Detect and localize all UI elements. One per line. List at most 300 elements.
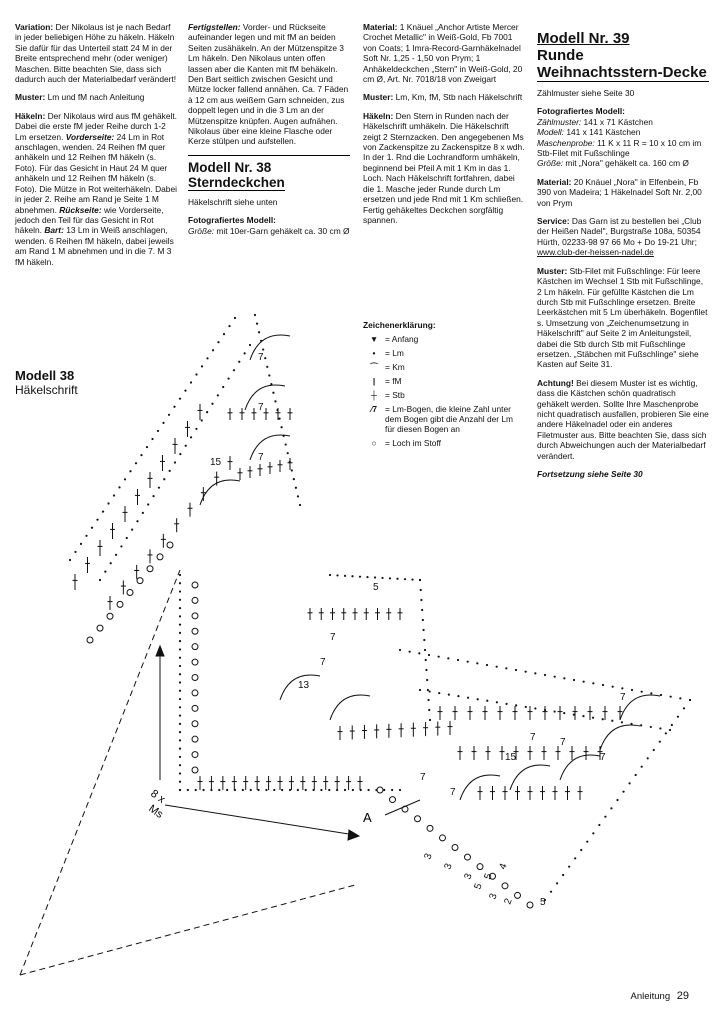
arc-number: 13	[298, 680, 310, 691]
chain-stitch	[359, 576, 361, 578]
page-footer	[630, 990, 689, 1002]
chain-stitch	[476, 662, 478, 664]
material-paragraph	[363, 22, 525, 84]
muster-paragraph	[15, 92, 177, 102]
hole-ring	[192, 752, 198, 758]
legend-label: = Lm-Bogen, die kleine Zahl unter dem Bogen gibt die Anzahl der Lm für diesen Bogen an	[385, 404, 514, 434]
hole-ring	[527, 902, 533, 908]
chain-stitch	[592, 717, 594, 719]
model39-title: Modell Nr. 39	[537, 30, 630, 47]
chain-stitch	[467, 697, 469, 699]
chain-stitch	[419, 689, 421, 691]
chain-stitch	[179, 681, 181, 683]
chain-stitch	[163, 478, 165, 480]
chain-stitch	[448, 694, 450, 696]
legend-label: = Lm	[385, 348, 404, 358]
chain-stitch	[366, 576, 368, 578]
hole-ring	[107, 613, 113, 619]
groesse-text: mit 10er-Garn gehäkelt ca. 30 cm Ø	[216, 225, 350, 236]
vorderseite-text: 24 Lm in Rot anschlagen, wenden. 24 Reihen fM quer anhäkeln und 12 Reihen fM häkeln (s. Foto). Für das Gesicht in Haut 24 M quer anhäkeln und 12 Reihen fM häkeln (s. Foto). Die Mütze in Rot weiterhäkeln. Dabei in jeder 2. Reihe am Rand je Seite 1 M abnehmen.	[15, 131, 177, 215]
zaehlmuster-label: Zählmuster:	[537, 116, 582, 127]
chain-stitch	[173, 406, 175, 408]
chain-stitch	[611, 720, 613, 722]
chain-stitch	[399, 789, 401, 791]
chain-stitch	[179, 781, 181, 783]
chain-stitch	[287, 452, 289, 454]
achtung-label: Achtung!	[537, 377, 574, 388]
service-paragraph	[537, 216, 709, 258]
chain-stitch	[179, 632, 181, 634]
chain-stitch	[299, 504, 301, 506]
chain-stitch	[670, 696, 672, 698]
hole-ring	[192, 582, 198, 588]
chain-stitch	[238, 361, 240, 363]
chain-stitch	[621, 721, 623, 723]
chain-stitch	[689, 699, 691, 701]
chain-stitch	[218, 789, 220, 791]
chain-stitch	[352, 789, 354, 791]
chain-stitch	[179, 453, 181, 455]
chain-stitch	[429, 690, 431, 692]
chain-stitch	[297, 495, 299, 497]
chain-stitch	[74, 551, 76, 553]
chain-stitch	[421, 609, 423, 611]
foto39-label: Fotografiertes Modell:	[537, 106, 625, 117]
chain-stitch	[438, 692, 440, 694]
chain-stitch	[424, 649, 426, 651]
haekeln38-paragraph	[363, 111, 525, 225]
chain-stitch	[320, 789, 322, 791]
model38-name: Sterndeckchen	[188, 174, 285, 190]
hole-ring	[390, 797, 396, 803]
arc-number: 5	[373, 582, 379, 593]
hole-ring	[192, 705, 198, 711]
legend-label: = Loch im Stoff	[385, 438, 441, 448]
chain-stitch	[457, 659, 459, 661]
chain-stitch	[272, 392, 274, 394]
arc-number: 7	[600, 752, 606, 763]
chain-stitch	[418, 652, 420, 654]
chain-arc	[600, 725, 640, 750]
arc-number: 15	[210, 457, 222, 468]
chain-stitch	[268, 374, 270, 376]
chain-stitch	[628, 782, 630, 784]
dashed-guide-line	[20, 885, 355, 975]
chain-stitch	[391, 789, 393, 791]
chain-stitch	[179, 690, 181, 692]
hole-ring	[452, 845, 458, 851]
chain-stitch	[426, 679, 428, 681]
legend-label: = Anfang	[385, 334, 419, 344]
side-number: 4	[497, 862, 510, 872]
hole-ring	[192, 767, 198, 773]
chain-stitch	[293, 478, 295, 480]
service-text: Das Garn ist zu bestellen bei „Club der Heißen Nadel", Burgstraße 108a, 50354 Hürth, 02233-98 97 66 Mo + Do 19-21 Uhr;	[537, 216, 702, 247]
hole-ring	[465, 854, 471, 860]
chain-stitch	[113, 494, 115, 496]
chain-stitch	[582, 715, 584, 717]
chain-stitch	[610, 807, 612, 809]
chain-arc	[620, 695, 660, 720]
chain-stitch	[556, 882, 558, 884]
chain-stitch	[179, 615, 181, 617]
chain-stitch	[135, 462, 137, 464]
chain-stitch	[631, 689, 633, 691]
chain-stitch	[273, 789, 275, 791]
chain-stitch	[604, 816, 606, 818]
hole-ring	[377, 787, 383, 793]
chain-arc	[250, 435, 290, 460]
chain-stitch	[344, 789, 346, 791]
chain-stitch	[187, 789, 189, 791]
chain-stitch	[419, 579, 421, 581]
arc-number: 7	[258, 352, 264, 363]
chain-stitch	[226, 789, 228, 791]
chain-stitch	[621, 687, 623, 689]
chain-stitch	[399, 649, 401, 651]
chain-stitch	[534, 707, 536, 709]
hole-ring	[147, 566, 153, 572]
chain-stitch	[650, 692, 652, 694]
fertig-label: Fertigstellen:	[188, 22, 241, 32]
chain-stitch	[641, 766, 643, 768]
chain-stitch	[422, 619, 424, 621]
legend-symbol-icon: ⌒	[369, 362, 379, 372]
chain-stitch	[124, 478, 126, 480]
chain-arc	[250, 335, 290, 360]
chain-stitch	[297, 789, 299, 791]
arrow-a-label: A	[363, 810, 372, 825]
variation-text: Der Nikolaus ist je nach Bedarf in jeder beliebigen Höhe zu häkeln. Häkeln Sie dafür für das Unterteil statt 24 M in der Breite entsprechend mehr (oder weniger) Maschen. Bitte beachten Sie, dass sich dadurch auch der Materialbedarf verändert!	[15, 22, 177, 85]
muster-text: Lm und fM nach Anleitung	[47, 92, 145, 103]
service-label: Service:	[537, 216, 570, 227]
chain-stitch	[136, 520, 138, 522]
model39-heading	[537, 26, 709, 82]
chain-stitch	[234, 317, 236, 319]
chain-stitch	[179, 764, 181, 766]
chain-stitch	[217, 341, 219, 343]
hole-ring	[192, 597, 198, 603]
muster38-text: Lm, Km, fM, Stb nach Häkelschrift	[395, 92, 523, 103]
hole-ring	[192, 613, 198, 619]
chain-stitch	[505, 667, 507, 669]
chain-stitch	[295, 487, 297, 489]
chain-stitch	[152, 495, 154, 497]
ms-label: Ms	[146, 802, 166, 821]
chain-stitch	[280, 426, 282, 428]
groesse-label: Größe:	[188, 225, 215, 236]
chain-stitch	[550, 891, 552, 893]
muster39-text: Stb-Filet mit Fußschlinge: Für leere Kästchen im Wechsel 1 Stb mit Fußschlinge, 2 Lm häkeln. Für gefüllte Kästchen die Lm durch Stb mit Fußschlinge ersetzen. Breite Leerkästchen mit 5 Lm überhäkeln. Bogenfilet s. Umsetzung von „Zeichenumsetzung in Häkelschrift" auf Seite 2 im Anleitungsteil, dabei die Stb durch Stb mit Fußschlinge ersetzen. „Stäbchen mit Fußschlinge" siehe Kasten auf Seite 31.	[537, 265, 708, 370]
chain-stitch	[427, 689, 429, 691]
side-number: 5	[482, 872, 495, 882]
chain-stitch	[228, 325, 230, 327]
arc-number: 7	[258, 452, 264, 463]
chain-stitch	[179, 624, 181, 626]
chain-stitch	[622, 791, 624, 793]
chain-stitch	[486, 700, 488, 702]
legend-label: = Km	[385, 362, 405, 372]
hole-ring	[192, 675, 198, 681]
chain-stitch	[179, 398, 181, 400]
chain-stitch	[598, 824, 600, 826]
repeat-arrow-line	[165, 805, 355, 835]
chain-stitch	[677, 716, 679, 718]
haekeln-paragraph	[15, 111, 177, 267]
chain-stitch	[367, 789, 369, 791]
chain-stitch	[120, 545, 122, 547]
chain-stitch	[447, 657, 449, 659]
chain-stitch	[563, 712, 565, 714]
chain-stitch	[544, 674, 546, 676]
chain-stitch	[69, 559, 71, 561]
chain-stitch	[179, 706, 181, 708]
chain-stitch	[249, 344, 251, 346]
chain-stitch	[329, 574, 331, 576]
chain-stitch	[195, 373, 197, 375]
legend-symbol-icon: ○	[371, 438, 377, 448]
chain-stitch	[396, 578, 398, 580]
variation-paragraph	[15, 22, 177, 84]
chain-stitch	[223, 333, 225, 335]
legend-label: = fM	[385, 376, 402, 386]
diagram-title: Modell 38	[15, 368, 75, 383]
hole-ring	[427, 825, 433, 831]
chain-stitch	[602, 684, 604, 686]
chain-stitch	[174, 461, 176, 463]
chain-stitch	[179, 648, 181, 650]
chain-stitch	[554, 710, 556, 712]
chain-stitch	[650, 726, 652, 728]
side-number: 3	[462, 872, 475, 882]
chain-stitch	[420, 589, 422, 591]
hole-ring	[127, 590, 133, 596]
groesse39-label: Größe:	[537, 158, 564, 169]
maschenprobe-label: Maschenprobe:	[537, 137, 595, 148]
material-label: Material:	[363, 22, 398, 32]
side-number: 3	[487, 892, 500, 902]
chain-stitch	[179, 756, 181, 758]
modell-value: 141 x 141 Kästchen	[566, 127, 641, 138]
chain-stitch	[99, 579, 101, 581]
chain-stitch	[179, 574, 181, 576]
footer-section: Anleitung	[630, 991, 671, 1002]
chain-stitch	[211, 403, 213, 405]
repeat-label: 8 x	[148, 787, 168, 806]
column-material	[363, 22, 525, 233]
zaehlmuster-value: 141 x 71 Kästchen	[583, 116, 653, 127]
material39-label: Material:	[537, 176, 572, 187]
chain-stitch	[496, 666, 498, 668]
hole-ring	[192, 690, 198, 696]
chain-stitch	[195, 789, 197, 791]
chain-stitch	[202, 789, 204, 791]
chain-stitch	[515, 669, 517, 671]
chain-stitch	[562, 874, 564, 876]
chain-stitch	[477, 698, 479, 700]
chain-stitch	[217, 394, 219, 396]
legend-label: = Stb	[385, 390, 405, 400]
hole-ring	[477, 864, 483, 870]
chain-stitch	[162, 422, 164, 424]
rueckseite-label: Rückseite:	[59, 204, 102, 215]
chain-stitch	[147, 503, 149, 505]
crochet-chart	[0, 290, 724, 1010]
chain-stitch	[428, 654, 430, 656]
chain-stitch	[179, 582, 181, 584]
hole-ring	[137, 578, 143, 584]
fertig-paragraph	[188, 22, 350, 147]
model38-heading	[188, 155, 350, 191]
chain-stitch	[179, 714, 181, 716]
chain-stitch	[285, 443, 287, 445]
page-number: 29	[676, 990, 689, 1002]
chain-stitch	[258, 331, 260, 333]
haekeln-label: Häkeln:	[15, 110, 46, 121]
fortsetzung-note: Fortsetzung siehe Seite 30	[537, 469, 643, 479]
foto-label: Fotografiertes Modell:	[188, 215, 276, 226]
hole-ring	[87, 637, 93, 643]
chain-stitch	[201, 365, 203, 367]
service-link[interactable]: www.club-der-heissen-nadel.de	[537, 247, 654, 258]
chain-stitch	[563, 677, 565, 679]
chain-stitch	[381, 577, 383, 579]
bart-label: Bart:	[44, 225, 64, 236]
haekelschrift-note: Häkelschrift siehe unten	[188, 196, 278, 207]
chain-stitch	[212, 349, 214, 351]
chain-stitch	[457, 695, 459, 697]
chain-stitch	[383, 789, 385, 791]
legend-symbol-icon: ▼	[369, 334, 379, 344]
arc-number: 7	[620, 692, 626, 703]
chain-stitch	[568, 866, 570, 868]
muster39-label: Muster:	[537, 265, 568, 276]
chain-stitch	[179, 673, 181, 675]
chain-stitch	[131, 529, 133, 531]
chain-stitch	[179, 772, 181, 774]
chain-stitch	[659, 727, 661, 729]
chain-arc	[200, 480, 240, 505]
chain-stitch	[653, 749, 655, 751]
chain-stitch	[80, 543, 82, 545]
chain-stitch	[107, 502, 109, 504]
chain-stitch	[291, 469, 293, 471]
hole-ring	[192, 721, 198, 727]
arc-number: 7	[450, 787, 456, 798]
side-number: 3	[442, 862, 455, 872]
variation-label: Variation:	[15, 22, 54, 32]
chain-stitch	[254, 314, 256, 316]
chain-stitch	[467, 661, 469, 663]
chain-stitch	[616, 799, 618, 801]
chain-stitch	[683, 707, 685, 709]
chain-stitch	[179, 731, 181, 733]
chain-stitch	[179, 599, 181, 601]
hole-ring	[192, 644, 198, 650]
hole-ring	[167, 542, 173, 548]
chain-stitch	[185, 445, 187, 447]
chain-stitch	[151, 438, 153, 440]
chain-stitch	[179, 698, 181, 700]
chain-stitch	[374, 576, 376, 578]
chain-stitch	[262, 348, 264, 350]
chain-stitch	[525, 671, 527, 673]
chain-stitch	[179, 590, 181, 592]
chain-stitch	[281, 789, 283, 791]
chain-stitch	[305, 789, 307, 791]
hole-ring	[192, 659, 198, 665]
chain-stitch	[244, 352, 246, 354]
hole-ring	[157, 554, 163, 560]
chain-stitch	[85, 535, 87, 537]
chain-stitch	[671, 724, 673, 726]
chain-stitch	[140, 454, 142, 456]
chain-stitch	[179, 665, 181, 667]
chain-stitch	[351, 575, 353, 577]
chain-stitch	[428, 709, 430, 711]
material-text: 1 Knäuel „Anchor Artiste Mercer Crochet Metallic" in Weiß-Gold, Fb 7001 von Coats; 1 Imra-Record-Garnhäkelnadel Soft Nr. 1,25 - 1,50 von Prym; 1 Anhäkeldeckchen „Stern" in Weiß-Gold, 20 cm Ø, Art. Nr. 7018/18 von Zweigart	[363, 22, 523, 85]
diagram-subtitle: Häkelschrift	[15, 383, 78, 397]
chain-stitch	[179, 657, 181, 659]
arc-number: 7	[530, 732, 536, 743]
muster38-label: Muster:	[363, 92, 394, 103]
hole-ring	[117, 601, 123, 607]
chain-stitch	[115, 554, 117, 556]
chain-stitch	[206, 357, 208, 359]
chain-stitch	[640, 724, 642, 726]
chain-stitch	[641, 691, 643, 693]
material39-text: 20 Knäuel „Nora" in Elfenbein, Fb 390 von Madeira; 1 Häkelnadel Soft Nr. 2,00 von Prym	[537, 176, 702, 208]
hole-ring	[97, 625, 103, 631]
chain-stitch	[179, 640, 181, 642]
chain-stitch	[184, 390, 186, 392]
chain-stitch	[242, 789, 244, 791]
chain-stitch	[425, 659, 427, 661]
foto-paragraph	[188, 215, 350, 236]
chain-stitch	[206, 411, 208, 413]
chain-stitch	[423, 639, 425, 641]
zaehlmuster-note: Zählmuster siehe Seite 30	[537, 88, 635, 98]
chain-stitch	[554, 676, 556, 678]
legend-symbol-icon: ⁄7	[370, 404, 378, 414]
chain-stitch	[126, 537, 128, 539]
hole-ring	[415, 816, 421, 822]
chain-stitch	[573, 679, 575, 681]
column-fertigstellen	[188, 22, 350, 244]
chain-stitch	[146, 446, 148, 448]
material39-paragraph	[537, 177, 709, 208]
chain-stitch	[195, 428, 197, 430]
rueckseite-text: wie Vorderseite, jedoch den Teil für das Gesicht in Rot häkeln.	[15, 204, 164, 236]
chain-stitch	[142, 512, 144, 514]
arc-number: 7	[420, 772, 426, 783]
chain-stitch	[635, 774, 637, 776]
legend-symbol-icon: •	[372, 348, 376, 358]
chain-stitch	[266, 366, 268, 368]
legend-symbol-icon: |	[372, 376, 376, 386]
arc-number: 7	[330, 632, 336, 643]
chain-stitch	[289, 789, 291, 791]
chain-stitch	[427, 699, 429, 701]
chain-stitch	[669, 729, 671, 731]
chain-stitch	[505, 703, 507, 705]
chain-stitch	[679, 697, 681, 699]
bart-text: 13 Lm in Weiß anschlagen, wenden. 6 Reihen fM häkeln, dabei jeweils am Rand 1 M abnehmen und in die 7. M 3 fM häkeln.	[15, 225, 174, 267]
chain-stitch	[404, 578, 406, 580]
chain-stitch	[102, 511, 104, 513]
chain-stitch	[264, 357, 266, 359]
side-number: 5	[472, 882, 485, 892]
